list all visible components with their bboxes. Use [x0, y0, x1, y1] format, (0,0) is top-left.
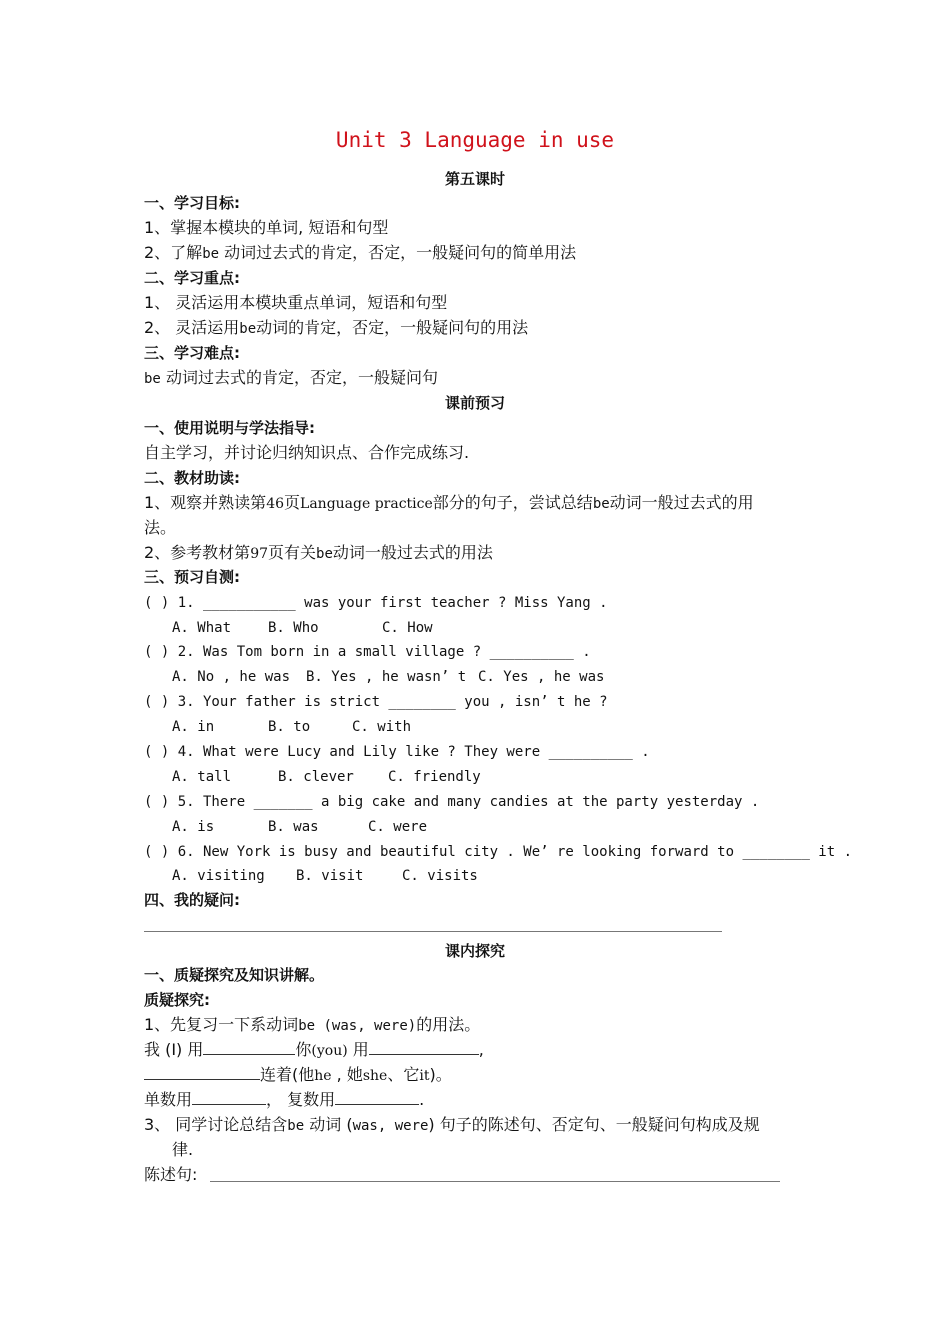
selftest-heading: 三、预习自测: [144, 568, 240, 586]
explore-item-3: 3、 同学讨论总结含be 动词 (was, were) 句子的陈述句、否定句、一般疑问句构成及规 [144, 1115, 760, 1134]
blank-singular[interactable] [192, 1090, 266, 1105]
option-c: C. friendly [388, 769, 481, 785]
declarative-answer-line[interactable] [210, 1181, 780, 1182]
option-b: B. to [268, 719, 311, 735]
option-c: C. How [382, 620, 433, 636]
option-b: B. clever [278, 769, 354, 785]
question-6-options [172, 866, 478, 886]
question-5-options [172, 817, 427, 837]
blank-i[interactable] [203, 1040, 295, 1055]
option-a: A. No , he was [172, 669, 291, 685]
goal-item-1: 1、掌握本模块的单词, 短语和句型 [144, 218, 389, 237]
explore-subheading: 质疑探究: [144, 991, 210, 1009]
option-b: B. was [268, 819, 319, 835]
explore-heading: 课内探究 [444, 942, 505, 960]
preview-heading: 课前预习 [444, 394, 505, 412]
question-2: ( ) 2. Was Tom born in a small village ? __________ . [144, 644, 591, 660]
blank-plural[interactable] [335, 1090, 419, 1105]
question-1: ( ) 1. ___________ was your first teacher ? Miss Yang . [144, 595, 608, 611]
question-4: ( ) 4. What were Lucy and Lily like ? They were __________ . [144, 744, 650, 760]
option-b: B. Yes , he wasn’ t [306, 669, 467, 685]
option-c: C. were [368, 819, 428, 835]
blank-you[interactable] [369, 1040, 479, 1055]
difficulty-text: be 动词过去式的肯定，否定，一般疑问句 [144, 368, 438, 387]
question-1-options [172, 618, 433, 638]
option-c: C. with [352, 719, 412, 735]
blank-he-she-it[interactable] [144, 1065, 260, 1080]
pronoun-line-2: 连着(他he , 她she、它it)。 [144, 1065, 452, 1086]
read-item-1-cont: 法。 [144, 518, 177, 537]
key-item-1: 1、 灵活运用本模块重点单词，短语和句型 [144, 293, 448, 312]
number-line: 单数用 ， 复数用 . [144, 1090, 425, 1109]
question-3-options [172, 717, 411, 737]
question-5: ( ) 5. There _______ a big cake and many candies at the party yesterday . [144, 794, 760, 810]
read-item-1: 1、观察并熟读第46页Language practice部分的句子，尝试总结be动词一般过去式的用 [144, 493, 754, 512]
guide-text: 自主学习，并讨论归纳知识点、合作完成练习. [144, 443, 470, 462]
read-heading: 二、教材助读: [144, 469, 240, 487]
explore-item-3-cont: 律. [172, 1140, 194, 1159]
read-item-2: 2、参考教材第97页有关be动词一般过去式的用法 [144, 543, 493, 562]
option-b: B. Who [268, 620, 319, 636]
explore-item-1: 1、先复习一下系动词be (was, were)的用法。 [144, 1015, 481, 1034]
doubt-answer-line[interactable] [144, 931, 722, 932]
question-2-options [172, 667, 604, 687]
option-a: A. tall [172, 769, 232, 785]
doubt-heading: 四、我的疑问: [144, 891, 240, 909]
declarative-label: 陈述句: [144, 1165, 198, 1184]
option-c: C. Yes , he was [478, 669, 605, 685]
goal-item-2: 2、了解be 动词过去式的肯定，否定，一般疑问句的简单用法 [144, 243, 577, 262]
option-a: A. is [172, 819, 215, 835]
question-6: ( ) 6. New York is busy and beautiful city . We’ re looking forward to ________ it . [144, 844, 853, 860]
option-a: A. in [172, 719, 215, 735]
key-heading: 二、学习重点: [144, 269, 240, 287]
question-explain-heading: 一、质疑探究及知识讲解。 [144, 966, 325, 984]
pronoun-line-1: 我 (I) 用 你(you) 用 , [144, 1040, 484, 1059]
guide-heading: 一、使用说明与学法指导: [144, 419, 315, 437]
question-4-options [172, 767, 481, 787]
lesson-label: 第五课时 [444, 170, 505, 188]
option-a: A. What [172, 620, 232, 636]
option-a: A. visiting [172, 868, 265, 884]
key-item-2: 2、 灵活运用be动词的肯定，否定，一般疑问句的用法 [144, 318, 529, 337]
goal-heading: 一、学习目标: [144, 194, 240, 212]
document-title: Unit 3 Language in use [335, 128, 615, 152]
option-c: C. visits [402, 868, 478, 884]
difficulty-heading: 三、学习难点: [144, 344, 240, 362]
question-3: ( ) 3. Your father is strict ________ you , isn’ t he ? [144, 694, 608, 710]
option-b: B. visit [296, 868, 364, 884]
